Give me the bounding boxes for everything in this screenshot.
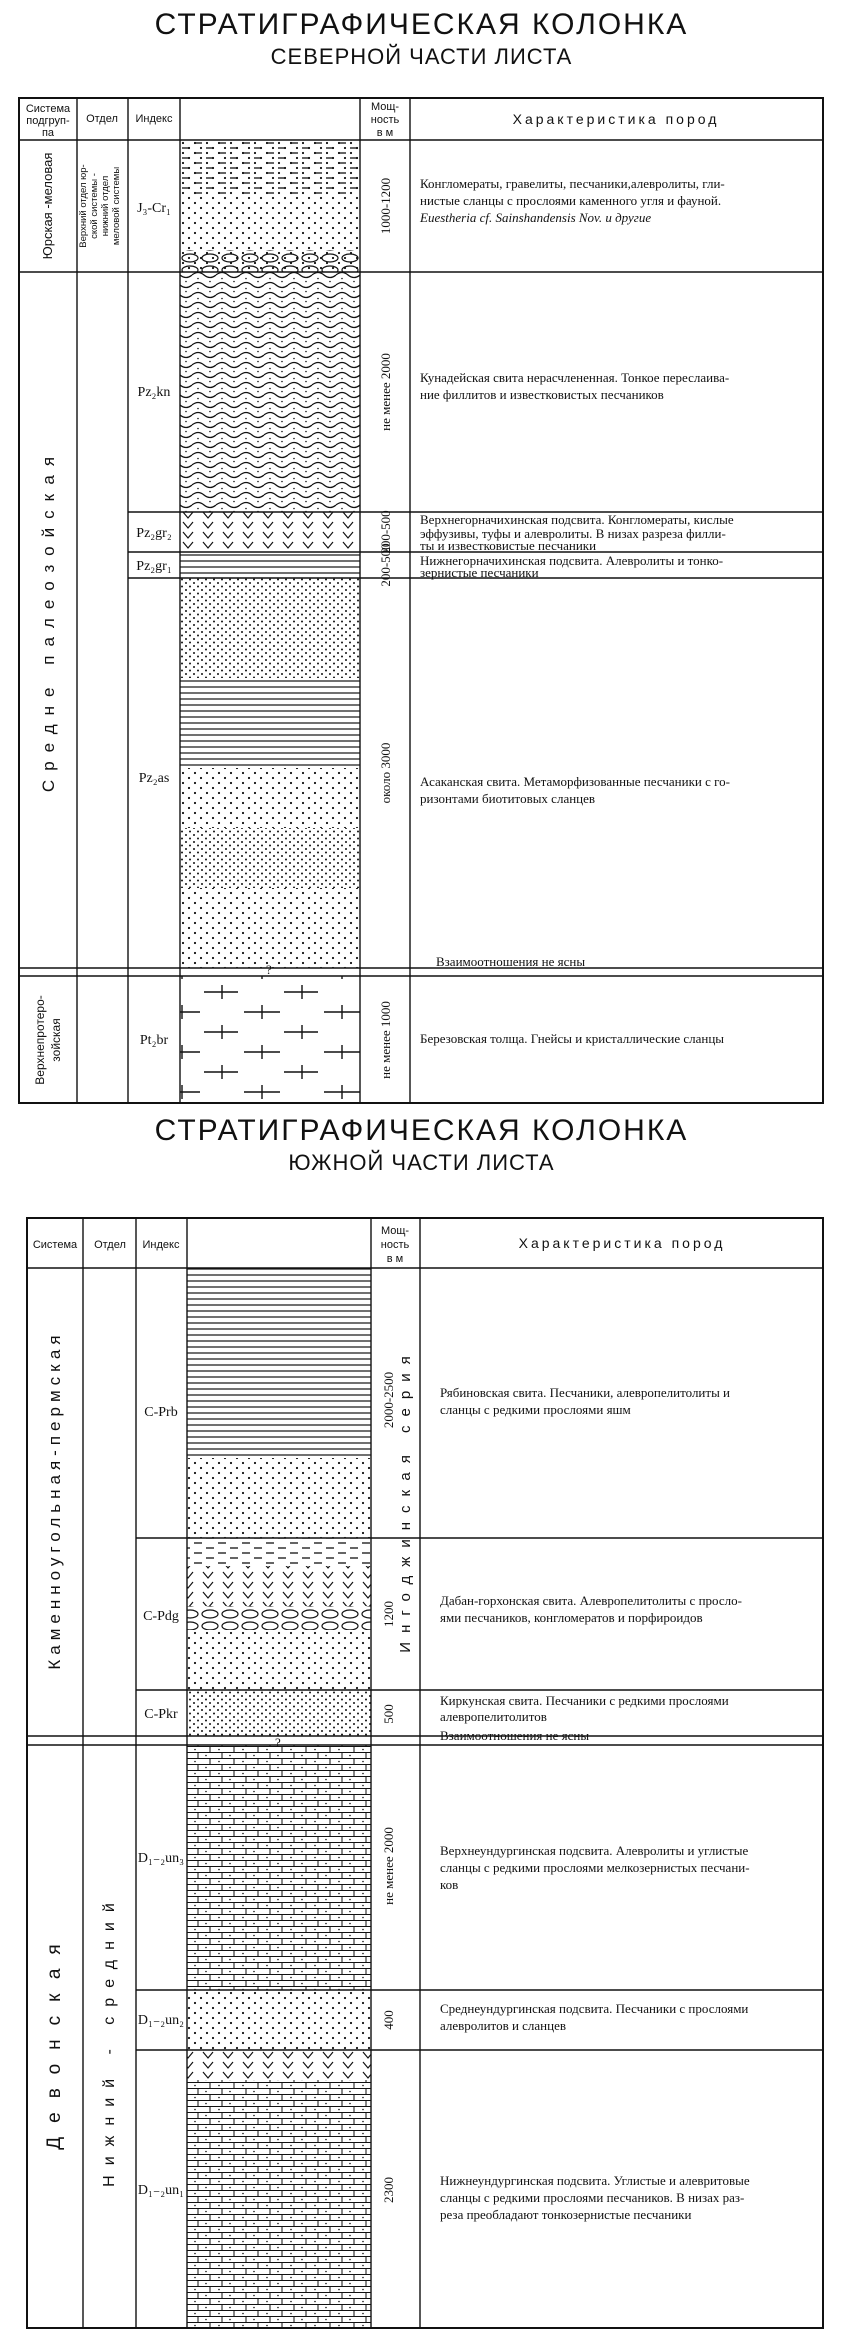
north-index: Pz₂gr₂ [136, 526, 172, 541]
north-thickness: не менее 2000 [378, 353, 393, 431]
south-hdr-section: Отдел [94, 1239, 126, 1251]
south-system-devonian: Девонская [44, 1930, 65, 2150]
south-desc-line: Киркунская свита. Песчаники с редкими прослоями [440, 1693, 729, 1708]
north-system-proterozoic-2: зойская [49, 1018, 63, 1062]
south-desc-line: сланцы с редкими прослоями яшм [440, 1402, 631, 1417]
north-desc-line: ты и известковистые песчаники [420, 538, 597, 553]
south-desc-line: Дабан-горхонская свита. Алевропелитолиты с просло- [440, 1593, 742, 1608]
north-desc-line: ризонтами биотитовых сланцев [420, 791, 596, 806]
south-index: C-Prb [144, 1405, 178, 1420]
south-desc-line: Нижнеундургинская подсвита. Углистые и алевритовые [440, 2173, 750, 2188]
north-desc-line: нистые сланцы с прослоями каменного угля и фауной. [420, 193, 722, 208]
south-desc-line: алевролитов и сланцев [440, 2018, 567, 2033]
north-question: ? [266, 962, 272, 977]
north-desc-line: ние филлитов и известковистых песчаников [420, 387, 664, 402]
south-index: D₁₋₂un₃ [137, 1851, 185, 1866]
north-desc-line: Нижнегорначихинская подсвита. Алевролиты и тонко- [420, 553, 724, 568]
south-index: C-Pdg [143, 1609, 179, 1624]
north-desc-line: эффузивы, туфы и алевролиты. В низах разреза филли- [420, 526, 726, 541]
north-desc-line: зернистые песчаники [420, 565, 539, 580]
north-hdr-system-2: подгруп- [26, 115, 70, 127]
south-hdr-index: Индекс [142, 1239, 180, 1251]
south-thickness: не менее 2000 [381, 1827, 396, 1905]
north-index: J₃-Cr₁ [137, 201, 171, 216]
north-hdr-thickness: Мощ- [370, 101, 400, 113]
south-hdr-characteristic: Характеристика пород [518, 1235, 726, 1251]
north-thickness: 200-500 [378, 543, 393, 587]
south-system-carb-perm: Каменноугольная-пермская [45, 1330, 64, 1670]
south-hdr-system: Система [32, 1239, 78, 1251]
north-desc-line: Асаканская свита. Метаморфизованные песчаники с го- [420, 774, 730, 789]
south-series-label: Ингоджинская серия [397, 1347, 414, 1653]
south-subtitle: ЮЖНОЙ ЧАСТИ ЛИСТА [288, 1150, 555, 1175]
north-desc-line: Конгломераты, гравелиты, песчаники,алевролиты, гли- [420, 176, 725, 191]
south-desc-line: Среднеундургинская подсвита. Песчаники с прослоями [440, 2001, 749, 2016]
north-index: Pz₂kn [137, 385, 171, 400]
north-index: Pz₂gr₁ [136, 559, 172, 574]
south-desc-line: алевропелитолитов [440, 1709, 547, 1724]
south-index: D₁₋₂un₁ [137, 2183, 185, 2198]
north-desc-line: Euestheria cf. Sainshandensis Nov. и другие [420, 210, 652, 225]
south-desc-line: Рябиновская свита. Песчаники, алевропелитолиты и [440, 1385, 731, 1400]
north-desc-line: Березовская толща. Гнейсы и кристаллические сланцы [420, 1031, 725, 1046]
south-desc-line: ков [440, 1877, 459, 1892]
south-section-label: Нижний - средний [101, 1893, 118, 2187]
south-desc-line: Верхнеундургинская подсвита. Алевролиты и углистые [440, 1843, 749, 1858]
north-hdr-index: Индекс [135, 113, 173, 125]
south-thickness: 500 [381, 1704, 396, 1724]
south-title: СТРАТИГРАФИЧЕСКАЯ КОЛОНКА [154, 1114, 689, 1147]
north-thickness: 200-500 [378, 510, 393, 554]
north-hdr-system-3: па [41, 127, 55, 139]
south-thickness: 2000-2500 [381, 1371, 396, 1429]
north-hdr-system: Система [25, 103, 71, 115]
south-unconformity: Взаимоотношения не ясны [440, 1728, 590, 1743]
north-system-jurassic: Юрская -меловая [40, 152, 55, 260]
south-desc-line: сланцы с редкими прослоями песчаников. В низах раз- [440, 2190, 745, 2205]
south-desc-line: сланцы с редкими прослоями мелкозернистых песчани- [440, 1860, 750, 1875]
north-desc-line: Кунадейская свита нерасчлененная. Тонкое переслаива- [420, 370, 730, 385]
north-unconformity: Взаимоотношения не ясны [436, 954, 586, 969]
north-hdr-thickness-3: в м [376, 127, 394, 139]
north-desc-line: Верхнегорначихинская подсвита. Конгломераты, кислые [420, 512, 734, 527]
south-question: ? [275, 1735, 281, 1750]
south-index: D₁₋₂un₂ [137, 2013, 185, 2028]
north-section-label-4: меловой системы [111, 166, 122, 246]
north-index: Pt₂br [139, 1033, 169, 1048]
north-hdr-thickness-2: ность [370, 114, 400, 126]
south-hdr-thickness-3: в м [386, 1253, 404, 1265]
north-system-proterozoic: Верхнепротеро- [33, 995, 47, 1085]
north-section-label-3: нижний отдел [100, 175, 111, 237]
north-subtitle: СЕВЕРНОЙ ЧАСТИ ЛИСТА [270, 44, 573, 69]
south-hdr-thickness: Мощ- [380, 1225, 410, 1237]
north-hdr-characteristic: Характеристика пород [512, 111, 720, 127]
north-table [19, 98, 823, 1103]
south-thickness: 1200 [381, 1601, 396, 1627]
north-section-label-1: Верхний отдел юр- [78, 164, 89, 248]
north-title: СТРАТИГРАФИЧЕСКАЯ КОЛОНКА [154, 8, 689, 41]
north-thickness: не менее 1000 [378, 1001, 393, 1079]
north-thickness: 1000-1200 [378, 177, 393, 235]
south-index: C-Pkr [144, 1707, 178, 1722]
north-hdr-section: Отдел [86, 113, 118, 125]
north-thickness: около 3000 [378, 742, 393, 804]
south-thickness: 2300 [381, 2177, 396, 2203]
north-section-label-2: ской системы - [89, 173, 100, 239]
south-hdr-thickness-2: ность [380, 1239, 410, 1251]
south-desc-line: ями песчаников, конгломератов и порфироидов [440, 1610, 703, 1625]
north-index: Pz₂as [138, 771, 170, 786]
south-thickness: 400 [381, 2010, 396, 2030]
north-system-paleozoic: Средне палеозойская [39, 447, 58, 793]
south-desc-line: реза преобладают тонкозернистые песчаники [440, 2207, 692, 2222]
